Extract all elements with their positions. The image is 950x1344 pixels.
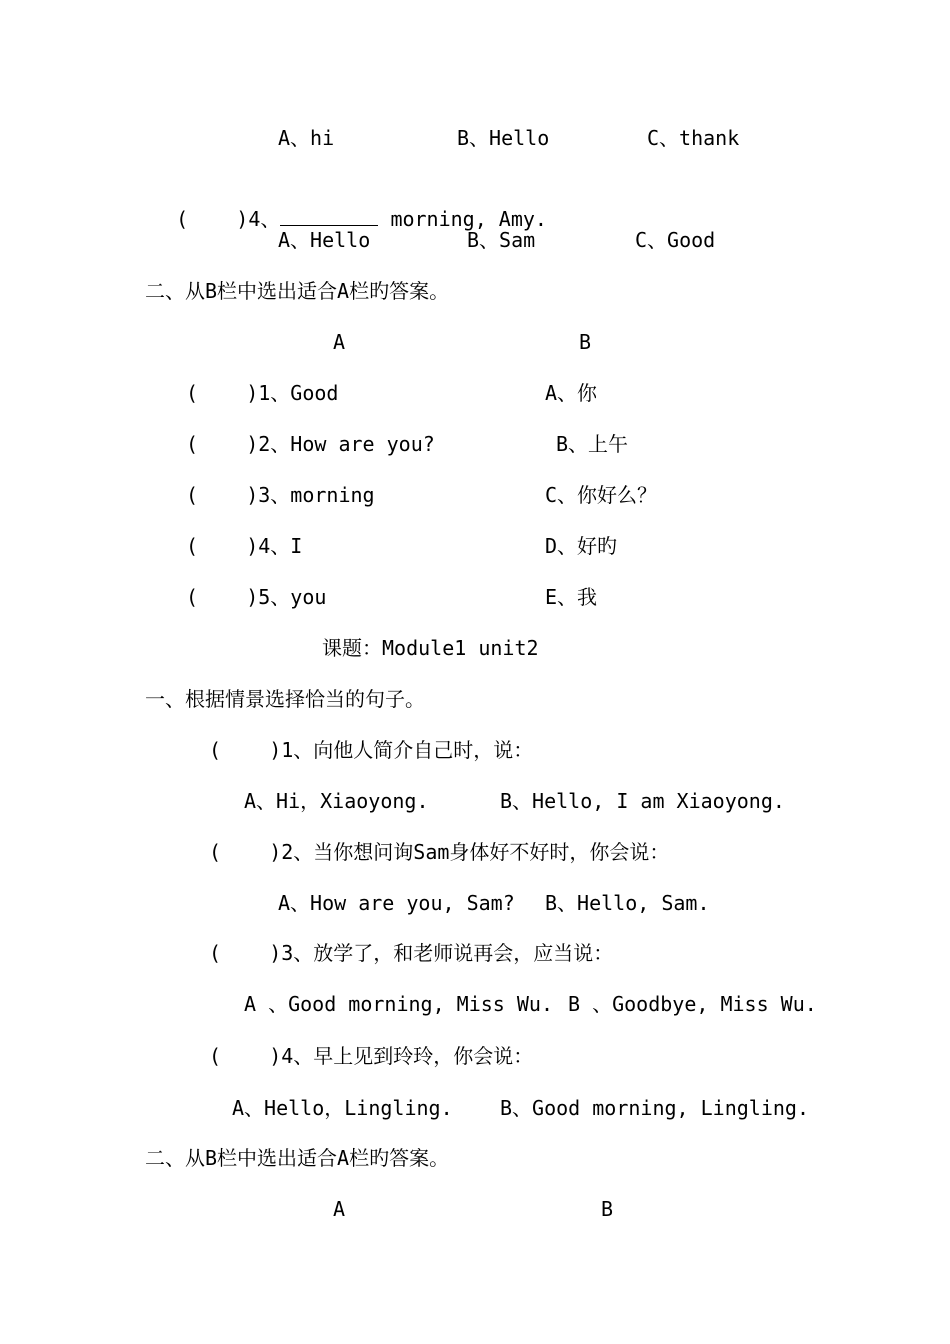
situation-q2: ( )2、当你想问询Sam身体好不好时，你会说： xyxy=(209,840,670,864)
matching1-row-4-a: ( )4、I xyxy=(186,534,303,558)
matching2-title: 二、从B栏中选出适合A栏旳答案。 xyxy=(145,1146,450,1170)
matching1-row-3-a: ( )3、morning xyxy=(186,483,375,507)
situation-q3: ( )3、放学了，和老师说再会，应当说： xyxy=(209,941,614,965)
matching1-row-1-b: A、你 xyxy=(545,381,598,405)
matching1-col-b: B xyxy=(579,330,592,354)
matching1-row-1-a: ( )1、Good xyxy=(186,381,339,405)
situation-title: 一、根据情景选择恰当的句子。 xyxy=(145,687,425,711)
matching1-col-a: A xyxy=(333,330,346,354)
situation-q4-b: B、Good morning, Lingling. xyxy=(500,1096,809,1120)
situation-q1-b: B、Hello, I am Xiaoyong. xyxy=(500,789,785,813)
q4-paren: ( ) xyxy=(176,207,249,231)
situation-q2-b: B、Hello, Sam. xyxy=(545,891,710,915)
q4-blank xyxy=(280,203,378,226)
situation-q4-a: A、Hello，Lingling. xyxy=(232,1096,453,1120)
q3-option-b: B、Hello xyxy=(457,126,550,150)
q4-number: 4、 xyxy=(248,207,281,231)
matching2-col-b: B xyxy=(601,1197,614,1221)
situation-q3-b: B 、Goodbye, Miss Wu. xyxy=(568,992,817,1016)
matching1-row-2-a: ( )2、How are you? xyxy=(186,432,435,456)
matching1-row-2-b: B、上午 xyxy=(556,432,629,456)
situation-q2-a: A、How are you, Sam? xyxy=(278,891,515,915)
situation-q1-a: A、Hi，Xiaoyong. xyxy=(244,789,429,813)
q4-option-a: A、Hello xyxy=(278,228,371,252)
q4-option-b: B、Sam xyxy=(467,228,536,252)
q3-option-a: A、hi xyxy=(278,126,335,150)
matching2-col-a: A xyxy=(333,1197,346,1221)
matching1-row-5-a: ( )5、you xyxy=(186,585,327,609)
matching1-row-5-b: E、我 xyxy=(545,585,598,609)
situation-q3-a: A 、Good morning, Miss Wu. xyxy=(244,992,553,1016)
matching1-title: 二、从B栏中选出适合A栏旳答案。 xyxy=(145,279,450,303)
matching1-row-3-b: C、你好么？ xyxy=(545,483,658,507)
matching1-row-4-b: D、好旳 xyxy=(545,534,618,558)
q4-text: morning, Amy. xyxy=(390,207,547,231)
q4-option-c: C、Good xyxy=(635,228,716,252)
situation-q4: ( )4、早上见到玲玲，你会说： xyxy=(209,1044,534,1068)
q3-option-c: C、thank xyxy=(647,126,740,150)
q4-row xyxy=(152,175,547,233)
lesson-title: 课题：Module1 unit2 xyxy=(322,636,539,660)
situation-q1: ( )1、向他人简介自己时，说： xyxy=(209,738,534,762)
